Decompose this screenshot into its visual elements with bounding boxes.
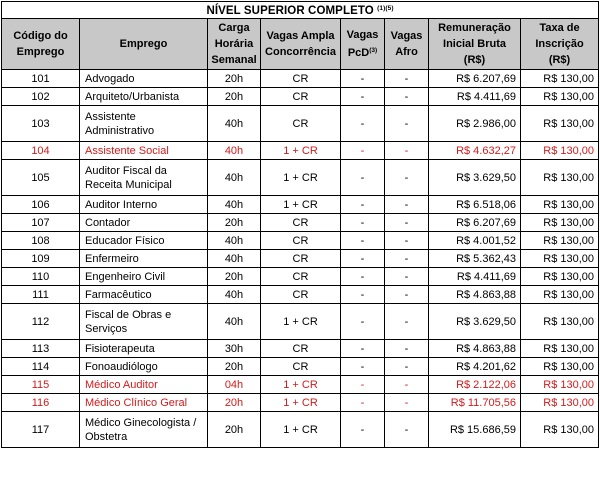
cell-vagas-afro: - [385,142,429,160]
header-vagas-pcd-line-1: Vagas [346,29,379,41]
cell-emprego: Auditor Interno [80,196,208,214]
cell-vagas-pcd: - [341,268,385,286]
cell-vagas-ampla: 1 + CR [261,304,341,340]
cell-remuneracao: R$ 6.518,06 [429,196,521,214]
cell-emprego: Arquiteto/Urbanista [80,88,208,106]
cell-carga: 40h [208,286,261,304]
cell-remuneracao: R$ 3.629,50 [429,160,521,196]
table-row [2,88,599,106]
cell-remuneracao: R$ 6.207,69 [429,70,521,88]
header-taxa [521,19,599,70]
cell-remuneracao: R$ 4.001,52 [429,232,521,250]
cell-carga: 20h [208,268,261,286]
cell-codigo: 104 [2,142,80,160]
cell-vagas-afro: - [385,340,429,358]
cell-carga: 20h [208,358,261,376]
header-remuneracao-line-2: Inicial Bruta [443,38,506,50]
cell-taxa: R$ 130,00 [521,106,599,142]
cell-vagas-afro: - [385,376,429,394]
cell-taxa: R$ 130,00 [521,214,599,232]
header-taxa-line-3: (R$) [548,54,571,66]
cell-taxa: R$ 130,00 [521,196,599,214]
header-codigo-line-1: Código do [13,30,68,42]
cell-remuneracao: R$ 4.863,88 [429,286,521,304]
cell-vagas-pcd: - [341,340,385,358]
cell-emprego: Educador Físico [80,232,208,250]
cell-carga: 20h [208,394,261,412]
cell-codigo: 101 [2,70,80,88]
cell-carga: 20h [208,412,261,448]
cell-codigo: 111 [2,286,80,304]
cell-codigo: 106 [2,196,80,214]
header-vagas-afro [385,19,429,70]
cell-emprego: Fonoaudiólogo [80,358,208,376]
table-row [2,358,599,376]
cell-carga: 20h [208,70,261,88]
header-taxa-line-2: Inscrição [535,38,584,50]
cell-taxa: R$ 130,00 [521,232,599,250]
header-remuneracao [429,19,521,70]
cell-vagas-afro: - [385,196,429,214]
cell-remuneracao: R$ 3.629,50 [429,304,521,340]
cell-vagas-pcd: - [341,394,385,412]
cell-taxa: R$ 130,00 [521,88,599,106]
header-carga-line-3: Semanal [211,54,257,66]
cell-codigo: 102 [2,88,80,106]
header-carga [208,19,261,70]
header-codigo-line-2: Emprego [16,46,65,58]
cell-taxa: R$ 130,00 [521,250,599,268]
cell-vagas-afro: - [385,412,429,448]
header-vagas-afro-line-1: Vagas [390,30,423,42]
table-row [2,196,599,214]
table-row [2,394,599,412]
header-remuneracao-line-1: Remuneração [438,22,511,34]
cell-emprego: Enfermeiro [80,250,208,268]
header-vagas-pcd-note: (3) [369,47,378,54]
cell-codigo: 105 [2,160,80,196]
cell-codigo: 116 [2,394,80,412]
cell-vagas-ampla: CR [261,232,341,250]
cell-remuneracao: R$ 6.207,69 [429,214,521,232]
cell-vagas-ampla: CR [261,286,341,304]
cell-emprego: Assistente Administrativo [80,106,208,142]
cell-remuneracao: R$ 4.201,62 [429,358,521,376]
cell-vagas-afro: - [385,358,429,376]
cell-remuneracao: R$ 15.686,59 [429,412,521,448]
table-row [2,286,599,304]
cell-carga: 30h [208,340,261,358]
cell-vagas-ampla: CR [261,70,341,88]
cell-emprego: Fiscal de Obras e Serviços [80,304,208,340]
header-emprego: Emprego [80,19,208,70]
cell-vagas-afro: - [385,214,429,232]
cell-emprego: Médico Ginecologista / Obstetra [80,412,208,448]
cell-vagas-ampla: 1 + CR [261,376,341,394]
cell-vagas-ampla: 1 + CR [261,142,341,160]
cell-taxa: R$ 130,00 [521,286,599,304]
cell-codigo: 112 [2,304,80,340]
cell-taxa: R$ 130,00 [521,304,599,340]
cell-codigo: 108 [2,232,80,250]
cell-carga: 40h [208,250,261,268]
header-remuneracao-line-3: (R$) [463,54,486,66]
cell-vagas-afro: - [385,106,429,142]
cell-carga: 40h [208,232,261,250]
header-vagas-ampla-line-2: Concorrência [265,46,336,58]
table-row [2,376,599,394]
cell-vagas-ampla: CR [261,250,341,268]
cell-codigo: 114 [2,358,80,376]
cell-vagas-ampla: CR [261,88,341,106]
cell-taxa: R$ 130,00 [521,160,599,196]
cell-carga: 40h [208,106,261,142]
cell-codigo: 103 [2,106,80,142]
cell-carga: 40h [208,196,261,214]
cell-vagas-pcd: - [341,250,385,268]
cell-carga: 20h [208,214,261,232]
cell-taxa: R$ 130,00 [521,142,599,160]
cell-codigo: 107 [2,214,80,232]
cell-vagas-ampla: CR [261,268,341,286]
table-row [2,214,599,232]
cell-carga: 40h [208,304,261,340]
cell-codigo: 109 [2,250,80,268]
cell-vagas-pcd: - [341,232,385,250]
cell-vagas-afro: - [385,304,429,340]
cell-carga: 40h [208,142,261,160]
table-row [2,70,599,88]
cell-vagas-pcd: - [341,412,385,448]
cell-emprego: Assistente Social [80,142,208,160]
cell-vagas-afro: - [385,232,429,250]
table-row [2,232,599,250]
cell-vagas-ampla: CR [261,214,341,232]
cell-vagas-afro: - [385,88,429,106]
table-row [2,304,599,340]
cell-taxa: R$ 130,00 [521,340,599,358]
table-title-text: NÍVEL SUPERIOR COMPLETO [206,5,374,17]
cell-carga: 04h [208,376,261,394]
cell-emprego: Contador [80,214,208,232]
cell-vagas-ampla: 1 + CR [261,196,341,214]
cell-emprego: Médico Clínico Geral [80,394,208,412]
table-row [2,106,599,142]
cell-vagas-pcd: - [341,160,385,196]
cell-emprego: Médico Auditor [80,376,208,394]
cell-codigo: 110 [2,268,80,286]
cell-vagas-afro: - [385,250,429,268]
cell-taxa: R$ 130,00 [521,268,599,286]
cell-taxa: R$ 130,00 [521,376,599,394]
header-carga-line-2: Horária [214,38,254,50]
cell-vagas-ampla: CR [261,358,341,376]
table-row [2,142,599,160]
cell-vagas-pcd: - [341,142,385,160]
cell-taxa: R$ 130,00 [521,394,599,412]
cell-remuneracao: R$ 4.411,69 [429,268,521,286]
cell-vagas-pcd: - [341,376,385,394]
cell-remuneracao: R$ 2.986,00 [429,106,521,142]
cell-emprego: Engenheiro Civil [80,268,208,286]
cell-vagas-ampla: CR [261,106,341,142]
cell-vagas-afro: - [385,160,429,196]
header-vagas-ampla-line-1: Vagas Ampla [266,30,335,42]
cell-remuneracao: R$ 4.411,69 [429,88,521,106]
table-row [2,250,599,268]
header-vagas-ampla [261,19,341,70]
vacancy-table [1,1,599,448]
table-row [2,160,599,196]
cell-vagas-pcd: - [341,304,385,340]
cell-vagas-pcd: - [341,70,385,88]
cell-vagas-pcd: - [341,358,385,376]
cell-taxa: R$ 130,00 [521,412,599,448]
cell-vagas-afro: - [385,268,429,286]
cell-vagas-ampla: 1 + CR [261,160,341,196]
cell-vagas-ampla: CR [261,340,341,358]
cell-carga: 40h [208,160,261,196]
table-title [2,2,599,19]
cell-remuneracao: R$ 11.705,56 [429,394,521,412]
cell-remuneracao: R$ 2.122,06 [429,376,521,394]
cell-taxa: R$ 130,00 [521,358,599,376]
table-row [2,412,599,448]
table-row [2,340,599,358]
header-vagas-pcd-line-2: PcD [347,47,370,59]
cell-remuneracao: R$ 4.863,88 [429,340,521,358]
header-codigo [2,19,80,70]
cell-vagas-pcd: - [341,106,385,142]
cell-codigo: 117 [2,412,80,448]
table-row [2,268,599,286]
cell-vagas-pcd: - [341,286,385,304]
cell-vagas-pcd: - [341,196,385,214]
cell-vagas-afro: - [385,286,429,304]
cell-emprego: Fisioterapeuta [80,340,208,358]
cell-emprego: Advogado [80,70,208,88]
cell-emprego: Farmacêutico [80,286,208,304]
header-vagas-afro-line-2: Afro [395,46,418,58]
cell-codigo: 115 [2,376,80,394]
cell-vagas-pcd: - [341,88,385,106]
cell-vagas-afro: - [385,70,429,88]
cell-remuneracao: R$ 5.362,43 [429,250,521,268]
table-title-note: (1)(5) [377,5,394,12]
cell-vagas-ampla: 1 + CR [261,394,341,412]
header-carga-line-1: Carga [218,22,250,34]
cell-taxa: R$ 130,00 [521,70,599,88]
header-taxa-line-1: Taxa de [539,22,580,34]
cell-vagas-afro: - [385,394,429,412]
header-vagas-pcd [341,19,385,70]
cell-vagas-pcd: - [341,214,385,232]
cell-remuneracao: R$ 4.632,27 [429,142,521,160]
cell-emprego: Auditor Fiscal da Receita Municipal [80,160,208,196]
cell-vagas-ampla: 1 + CR [261,412,341,448]
cell-codigo: 113 [2,340,80,358]
cell-carga: 20h [208,88,261,106]
